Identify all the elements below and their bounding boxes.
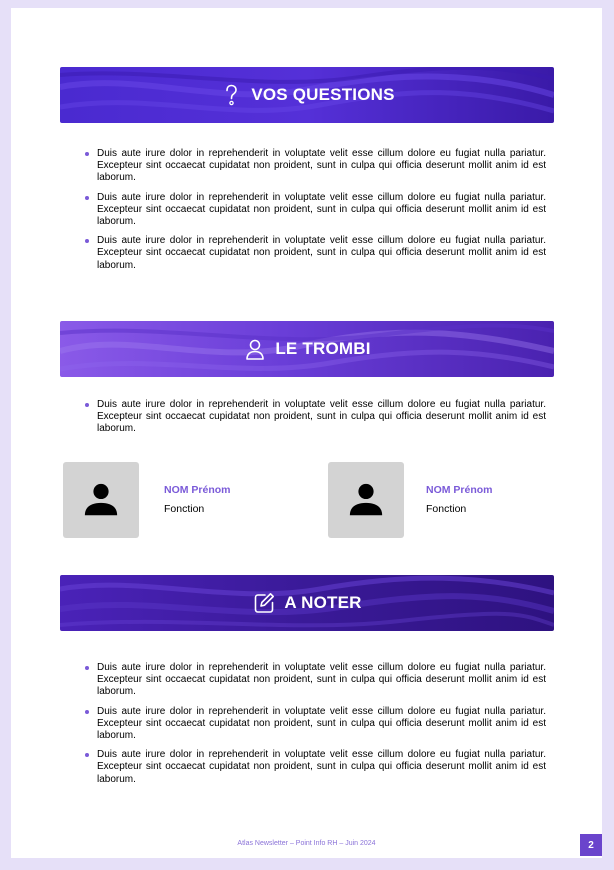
- avatar: [63, 462, 139, 538]
- page-number: 2: [580, 834, 602, 856]
- list-item: Duis aute irure dolor in reprehenderit in voluptate velit esse cillum dolore eu fugiat nulla pariatur. Excepteur sint occaecat cupidatat non proident, sunt in culpa qui officia deserunt mollit anim id est laborum.: [97, 191, 546, 228]
- question-icon: [219, 83, 243, 107]
- banner-vos-questions: [60, 67, 554, 123]
- person-silhouette-icon: [347, 481, 385, 519]
- list-item: Duis aute irure dolor in reprehenderit in voluptate velit esse cillum dolore eu fugiat nulla pariatur. Excepteur sint occaecat cupidatat non proident, sunt in culpa qui officia deserunt mollit anim id est laborum.: [97, 148, 546, 184]
- list-item: Duis aute irure dolor in reprehenderit in voluptate velit esse cillum dolore eu fugiat nulla pariatur. Excepteur sint occaecat cupidatat non proident, sunt in culpa qui officia deserunt mollit anim id est laborum.: [97, 662, 546, 698]
- section-title: A NOTER: [284, 593, 362, 612]
- person-card: [63, 462, 231, 538]
- list-item: Duis aute irure dolor in reprehenderit in voluptate velit esse cillum dolore eu fugiat nulla pariatur. Excepteur sint occaecat cupidatat non proident, sunt in culpa qui officia deserunt mollit anim id est laborum.: [97, 235, 546, 271]
- person-icon: [243, 337, 267, 361]
- list-item: Duis aute irure dolor in reprehenderit in voluptate velit esse cillum dolore eu fugiat nulla pariatur. Excepteur sint occaecat cupidatat non proident, sunt in culpa qui officia deserunt mollit anim id est laborum.: [97, 749, 546, 785]
- person-card: [328, 462, 493, 538]
- avatar: [328, 462, 404, 538]
- person-silhouette-icon: [82, 481, 120, 519]
- person-role: Fonction: [426, 503, 467, 515]
- person-name: NOM Prénom: [426, 484, 493, 496]
- section-title: LE TROMBI: [275, 339, 371, 358]
- person-role: Fonction: [164, 503, 205, 515]
- banner-a-noter: [60, 575, 554, 631]
- list-item: Duis aute irure dolor in reprehenderit in voluptate velit esse cillum dolore eu fugiat nulla pariatur. Excepteur sint occaecat cupidatat non proident, sunt in culpa qui officia deserunt mollit anim id est laborum.: [97, 399, 546, 435]
- list-item: Duis aute irure dolor in reprehenderit in voluptate velit esse cillum dolore eu fugiat nulla pariatur. Excepteur sint occaecat cupidatat non proident, sunt in culpa qui officia deserunt mollit anim id est laborum.: [97, 705, 546, 742]
- edit-icon: [252, 591, 276, 615]
- page: [11, 8, 602, 858]
- banner-le-trombi: [60, 321, 554, 377]
- section-title: VOS QUESTIONS: [251, 85, 395, 104]
- person-name: NOM Prénom: [164, 484, 231, 496]
- trombi-list: [97, 399, 546, 443]
- footer-text: Atlas Newsletter – Point Info RH – Juin 2024: [237, 840, 376, 847]
- questions-list: [97, 148, 546, 279]
- noter-list: [97, 662, 546, 793]
